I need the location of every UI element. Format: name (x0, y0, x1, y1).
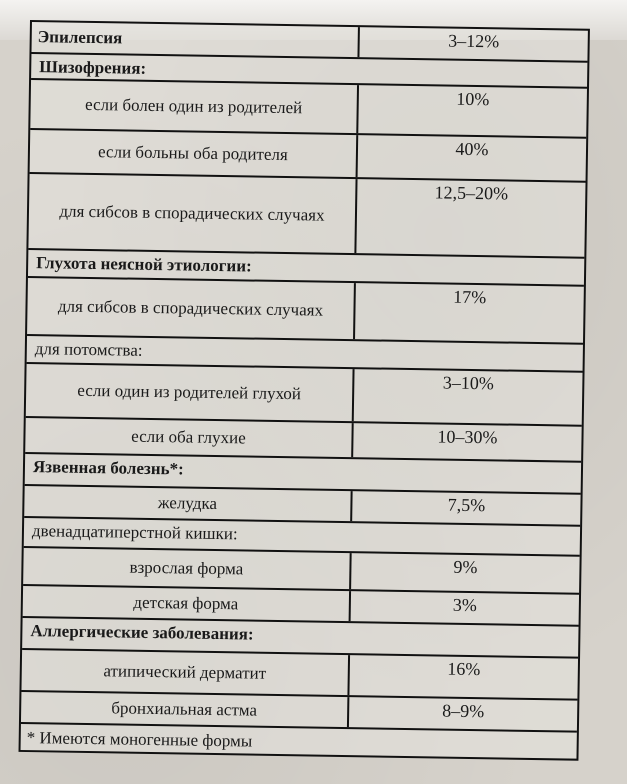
table-row (27, 278, 584, 345)
row-label: атипический дерматит (21, 650, 350, 695)
row-label: Эпилепсия (31, 22, 359, 57)
row-value: 10% (456, 88, 490, 110)
subheading: двенадцатиперстной кишки: (31, 521, 238, 544)
row-value: 40% (455, 138, 489, 160)
row-value: 16% (447, 658, 481, 680)
risk-table (19, 20, 590, 761)
section-heading: Глухота неясной этиологии: (36, 253, 252, 276)
row-value: 17% (453, 286, 487, 308)
row-value: 8–9% (442, 700, 485, 722)
row-label: если больны оба родителя (30, 130, 359, 177)
section-heading: Аллергические заболевания: (30, 621, 254, 644)
row-value: 12,5–20% (434, 182, 509, 204)
row-value: 7,5% (447, 494, 486, 516)
row-label: для сибсов в спорадических случаях (28, 174, 357, 253)
row-label: если один из родителей глухой (26, 364, 355, 421)
row-value: 3–12% (448, 30, 500, 52)
footnote: * Имеются моногенные формы (26, 728, 253, 751)
row-label: если болен один из родителей (30, 80, 359, 133)
row-value: 9% (453, 556, 478, 578)
row-label: желудка (24, 486, 352, 521)
row-value: 3–10% (442, 372, 495, 394)
table-row (28, 174, 585, 259)
row-label: для сибсов в спорадических случаях (27, 278, 356, 339)
row-value: 3% (452, 594, 478, 616)
subheading: для потомства: (34, 339, 143, 360)
section-heading: Язвенная болезнь*: (32, 457, 184, 479)
row-value: 10–30% (437, 426, 498, 448)
row-label: взрослая форма (23, 548, 352, 589)
row-label: детская форма (23, 586, 351, 621)
row-label: бронхиальная астма (21, 692, 349, 727)
section-heading: Шизофрения: (39, 57, 147, 78)
table-row (30, 80, 587, 139)
row-label: если оба глухие (25, 418, 353, 457)
table-row (26, 364, 583, 427)
